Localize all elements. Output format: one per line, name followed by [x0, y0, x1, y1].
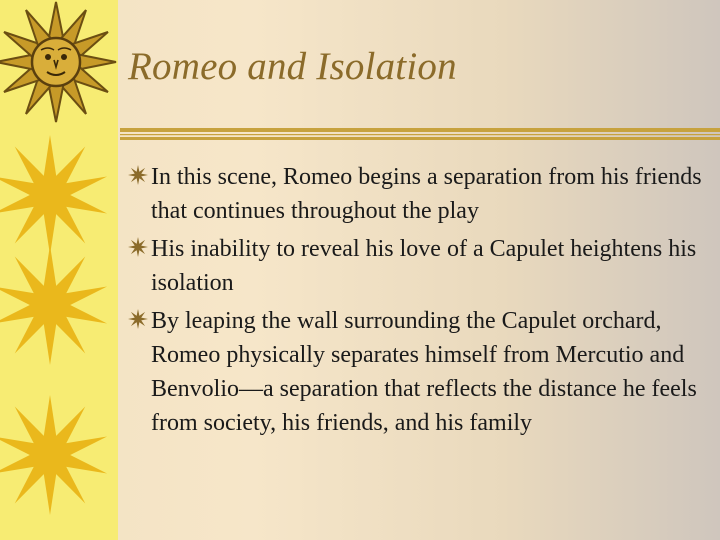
sun-face-icon — [0, 2, 116, 122]
star-burst-icon — [128, 165, 148, 185]
bullet-text: His inability to reveal his love of a Capulet heightens his isolation — [151, 236, 697, 296]
sun-strip — [0, 0, 118, 540]
bullet-item — [128, 304, 714, 440]
star-burst-icon — [128, 237, 148, 257]
sun-icon — [0, 245, 109, 365]
sun-strip-graphic — [0, 0, 118, 540]
bullet-text: In this scene, Romeo begins a separation from his friends that continues throughout the play — [151, 164, 702, 224]
bullet-list — [128, 160, 714, 444]
sun-icon — [0, 395, 109, 515]
bullet-text: By leaping the wall surrounding the Capulet orchard, Romeo physically separates himself from Mercutio and Benvolio—a separation that reflects the distance he feels from society, his friends, and his family — [151, 308, 697, 436]
sun-icon — [0, 135, 109, 255]
bullet-item — [128, 232, 714, 300]
title-divider — [120, 127, 720, 141]
star-burst-icon — [128, 309, 148, 329]
bullet-item — [128, 160, 714, 228]
slide-title: Romeo and Isolation — [128, 45, 457, 88]
